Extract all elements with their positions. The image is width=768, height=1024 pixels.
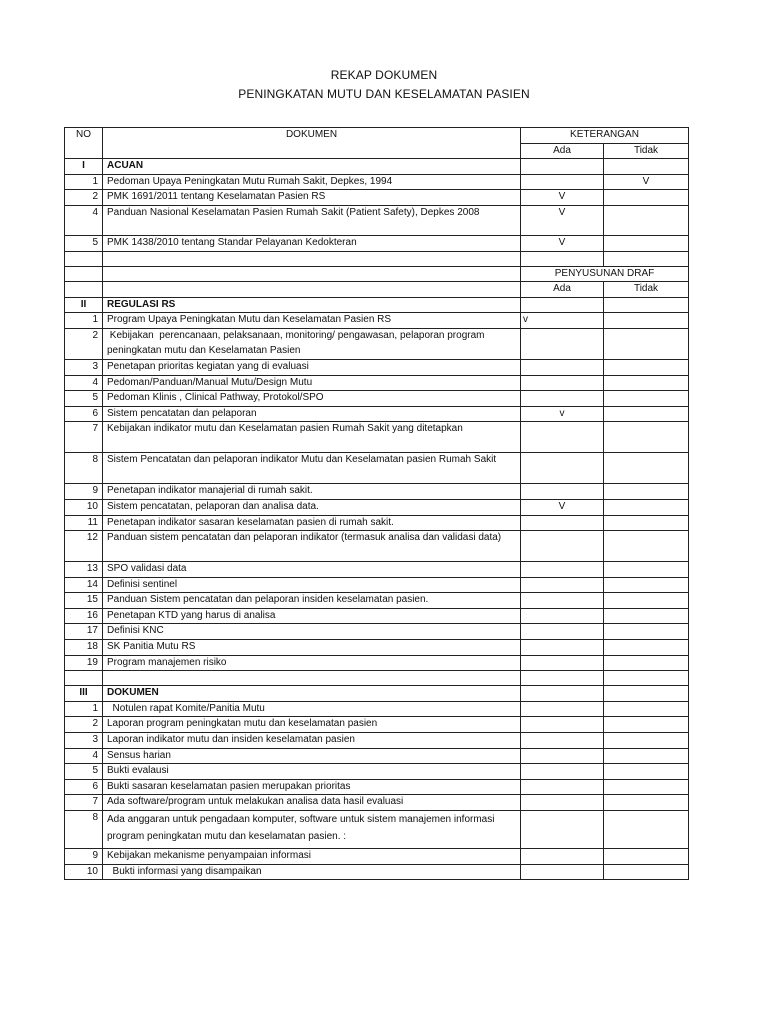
row-text: Ada anggaran untuk pengadaan komputer, software untuk sistem manajemen informasi program peningkatan mutu dan keselamatan pasien. :	[103, 811, 521, 849]
row-number: 17	[65, 624, 103, 640]
row-number: 9	[65, 849, 103, 865]
row-text: Panduan sistem pencatatan dan pelaporan indikator (termasuk analisa dan validasi data)	[103, 531, 521, 562]
ada-mark: V	[521, 499, 604, 515]
ada-mark	[521, 608, 604, 624]
row-number: 18	[65, 640, 103, 656]
tidak-mark	[604, 864, 689, 880]
table-row	[65, 608, 689, 624]
row-number: 4	[65, 748, 103, 764]
tidak-mark	[604, 313, 689, 329]
row-number: 14	[65, 577, 103, 593]
tidak-mark	[604, 577, 689, 593]
row-number: 15	[65, 593, 103, 609]
ada-mark: v	[521, 406, 604, 422]
table-row	[65, 499, 689, 515]
tidak-mark	[604, 453, 689, 484]
tidak-mark	[604, 484, 689, 500]
ada-mark	[521, 764, 604, 780]
section-number: I	[65, 159, 103, 175]
ada-mark	[521, 391, 604, 407]
header-tidak: Tidak	[604, 282, 689, 298]
tidak-mark	[604, 811, 689, 849]
tidak-mark	[604, 748, 689, 764]
row-number: 5	[65, 235, 103, 251]
tidak-mark	[604, 624, 689, 640]
tidak-mark	[604, 849, 689, 865]
row-text: Panduan Nasional Keselamatan Pasien Rumah Sakit (Patient Safety), Depkes 2008	[103, 205, 521, 235]
row-number: 2	[65, 717, 103, 733]
ada-mark	[521, 811, 604, 849]
tidak-mark: V	[604, 174, 689, 190]
row-text: Sistem pencatatan, pelaporan dan analisa data.	[103, 499, 521, 515]
ada-mark	[521, 328, 604, 359]
empty-cell	[604, 159, 689, 175]
row-number: 2	[65, 328, 103, 359]
row-text: Kebijakan mekanisme penyampaian informasi	[103, 849, 521, 865]
table-row	[65, 624, 689, 640]
row-number: 8	[65, 453, 103, 484]
table-row	[65, 515, 689, 531]
row-text: Program manajemen risiko	[103, 655, 521, 671]
table-row	[65, 864, 689, 880]
ada-mark	[521, 531, 604, 562]
table-row	[65, 640, 689, 656]
row-number: 10	[65, 864, 103, 880]
document-subtitle: PENINGKATAN MUTU DAN KESELAMATAN PASIEN	[238, 87, 530, 101]
document-title: REKAP DOKUMEN	[330, 68, 438, 82]
ada-mark	[521, 733, 604, 749]
row-number: 9	[65, 484, 103, 500]
tidak-mark	[604, 205, 689, 235]
table-row	[65, 422, 689, 453]
empty-cell	[521, 159, 604, 175]
tidak-mark	[604, 328, 689, 359]
row-text: Penetapan indikator sasaran keselamatan pasien di rumah sakit.	[103, 515, 521, 531]
ada-mark	[521, 717, 604, 733]
tidak-mark	[604, 359, 689, 375]
table-row	[65, 484, 689, 500]
row-number: 7	[65, 795, 103, 811]
table-row	[65, 849, 689, 865]
empty-cell	[103, 266, 521, 282]
ada-mark	[521, 624, 604, 640]
row-number: 3	[65, 733, 103, 749]
ada-mark	[521, 375, 604, 391]
row-number: 8	[65, 811, 103, 849]
section-number: III	[65, 686, 103, 702]
table-row	[65, 593, 689, 609]
row-number: 1	[65, 313, 103, 329]
table-row	[65, 375, 689, 391]
empty-cell	[65, 266, 103, 282]
table-row	[65, 328, 689, 359]
row-text: Notulen rapat Komite/Panitia Mutu	[103, 701, 521, 717]
row-text: Pedoman/Panduan/Manual Mutu/Design Mutu	[103, 375, 521, 391]
row-number: 6	[65, 406, 103, 422]
header-ada: Ada	[521, 143, 604, 159]
ada-mark: V	[521, 235, 604, 251]
row-text: Pedoman Upaya Peningkatan Mutu Rumah Sakit, Depkes, 1994	[103, 174, 521, 190]
table-row	[65, 406, 689, 422]
tidak-mark	[604, 717, 689, 733]
tidak-mark	[604, 406, 689, 422]
empty-cell	[521, 297, 604, 313]
table-row	[65, 795, 689, 811]
ada-mark	[521, 748, 604, 764]
table-row	[65, 313, 689, 329]
ada-mark	[521, 359, 604, 375]
empty-cell	[604, 686, 689, 702]
row-number: 10	[65, 499, 103, 515]
ada-mark	[521, 655, 604, 671]
table-row	[65, 562, 689, 578]
empty-cell	[103, 282, 521, 298]
header-dokumen: DOKUMEN	[103, 128, 521, 159]
empty-row	[65, 251, 689, 266]
row-text: Kebijakan indikator mutu dan Keselamatan pasien Rumah Sakit yang ditetapkan	[103, 422, 521, 453]
table-row	[65, 453, 689, 484]
table-row	[65, 655, 689, 671]
empty-cell	[521, 686, 604, 702]
row-text: SK Panitia Mutu RS	[103, 640, 521, 656]
row-text: Penetapan prioritas kegiatan yang di evaluasi	[103, 359, 521, 375]
table-row	[65, 779, 689, 795]
table-row	[65, 701, 689, 717]
table-row	[65, 359, 689, 375]
tidak-mark	[604, 235, 689, 251]
document-recap-table	[64, 127, 689, 880]
row-number: 5	[65, 764, 103, 780]
row-text: Laporan program peningkatan mutu dan keselamatan pasien	[103, 717, 521, 733]
ada-mark	[521, 593, 604, 609]
row-text: Definisi sentinel	[103, 577, 521, 593]
ada-mark	[521, 174, 604, 190]
row-text: Penetapan indikator manajerial di rumah sakit.	[103, 484, 521, 500]
row-text: PMK 1438/2010 tentang Standar Pelayanan Kedokteran	[103, 235, 521, 251]
row-number: 5	[65, 391, 103, 407]
row-number: 4	[65, 205, 103, 235]
tidak-mark	[604, 733, 689, 749]
tidak-mark	[604, 422, 689, 453]
table-row	[65, 235, 689, 251]
ada-mark: v	[521, 313, 604, 329]
row-text: Pedoman Klinis , Clinical Pathway, Protokol/SPO	[103, 391, 521, 407]
row-text: Kebijakan perencanaan, pelaksanaan, monitoring/ pengawasan, pelaporan program peningkatan mutu dan Keselamatan Pasien	[103, 328, 521, 359]
row-number: 1	[65, 701, 103, 717]
row-text: Penetapan KTD yang harus di analisa	[103, 608, 521, 624]
tidak-mark	[604, 190, 689, 206]
tidak-mark	[604, 701, 689, 717]
tidak-mark	[604, 391, 689, 407]
tidak-mark	[604, 531, 689, 562]
header-tidak: Tidak	[604, 143, 689, 159]
tidak-mark	[604, 795, 689, 811]
ada-mark	[521, 515, 604, 531]
table-row	[65, 174, 689, 190]
row-number: 16	[65, 608, 103, 624]
header-ada: Ada	[521, 282, 604, 298]
table-row	[65, 733, 689, 749]
row-number: 12	[65, 531, 103, 562]
table-row	[65, 764, 689, 780]
section-title: REGULASI RS	[103, 297, 521, 313]
ada-mark	[521, 864, 604, 880]
row-text: Bukti sasaran keselamatan pasien merupakan prioritas	[103, 779, 521, 795]
table-row	[65, 391, 689, 407]
section-title: ACUAN	[103, 159, 521, 175]
row-text: PMK 1691/2011 tentang Keselamatan Pasien RS	[103, 190, 521, 206]
empty-cell	[604, 297, 689, 313]
empty-row	[65, 671, 689, 686]
ada-mark	[521, 577, 604, 593]
row-text: Bukti informasi yang disampaikan	[103, 864, 521, 880]
table-row	[65, 190, 689, 206]
row-number: 4	[65, 375, 103, 391]
tidak-mark	[604, 608, 689, 624]
row-text: Definisi KNC	[103, 624, 521, 640]
table-row	[65, 811, 689, 849]
row-number: 7	[65, 422, 103, 453]
row-text: Sistem Pencatatan dan pelaporan indikator Mutu dan Keselamatan pasien Rumah Sakit	[103, 453, 521, 484]
ada-mark	[521, 562, 604, 578]
ada-mark: V	[521, 205, 604, 235]
tidak-mark	[604, 640, 689, 656]
table-row	[65, 748, 689, 764]
header-penyusunan-draf: PENYUSUNAN DRAF	[521, 266, 689, 282]
table-row	[65, 577, 689, 593]
section-title: DOKUMEN	[103, 686, 521, 702]
ada-mark	[521, 453, 604, 484]
row-number: 19	[65, 655, 103, 671]
ada-mark	[521, 701, 604, 717]
header-no: NO	[65, 128, 103, 159]
row-text: Ada software/program untuk melakukan analisa data hasil evaluasi	[103, 795, 521, 811]
tidak-mark	[604, 764, 689, 780]
table-row	[65, 717, 689, 733]
table-row	[65, 531, 689, 562]
row-number: 2	[65, 190, 103, 206]
tidak-mark	[604, 779, 689, 795]
row-number: 3	[65, 359, 103, 375]
row-number: 13	[65, 562, 103, 578]
ada-mark	[521, 640, 604, 656]
table-row	[65, 205, 689, 235]
tidak-mark	[604, 562, 689, 578]
row-text: Program Upaya Peningkatan Mutu dan Keselamatan Pasien RS	[103, 313, 521, 329]
row-number: 11	[65, 515, 103, 531]
empty-cell	[65, 282, 103, 298]
ada-mark	[521, 849, 604, 865]
ada-mark	[521, 795, 604, 811]
ada-mark	[521, 779, 604, 795]
row-text: Sistem pencatatan dan pelaporan	[103, 406, 521, 422]
header-keterangan: KETERANGAN	[521, 128, 689, 144]
ada-mark	[521, 484, 604, 500]
tidak-mark	[604, 499, 689, 515]
row-text: Laporan indikator mutu dan insiden keselamatan pasien	[103, 733, 521, 749]
row-number: 1	[65, 174, 103, 190]
row-text: Panduan Sistem pencatatan dan pelaporan insiden keselamatan pasien.	[103, 593, 521, 609]
tidak-mark	[604, 375, 689, 391]
row-number: 6	[65, 779, 103, 795]
tidak-mark	[604, 593, 689, 609]
row-text: Bukti evalausi	[103, 764, 521, 780]
ada-mark: V	[521, 190, 604, 206]
ada-mark	[521, 422, 604, 453]
tidak-mark	[604, 655, 689, 671]
row-text: SPO validasi data	[103, 562, 521, 578]
row-text: Sensus harian	[103, 748, 521, 764]
section-number: II	[65, 297, 103, 313]
tidak-mark	[604, 515, 689, 531]
